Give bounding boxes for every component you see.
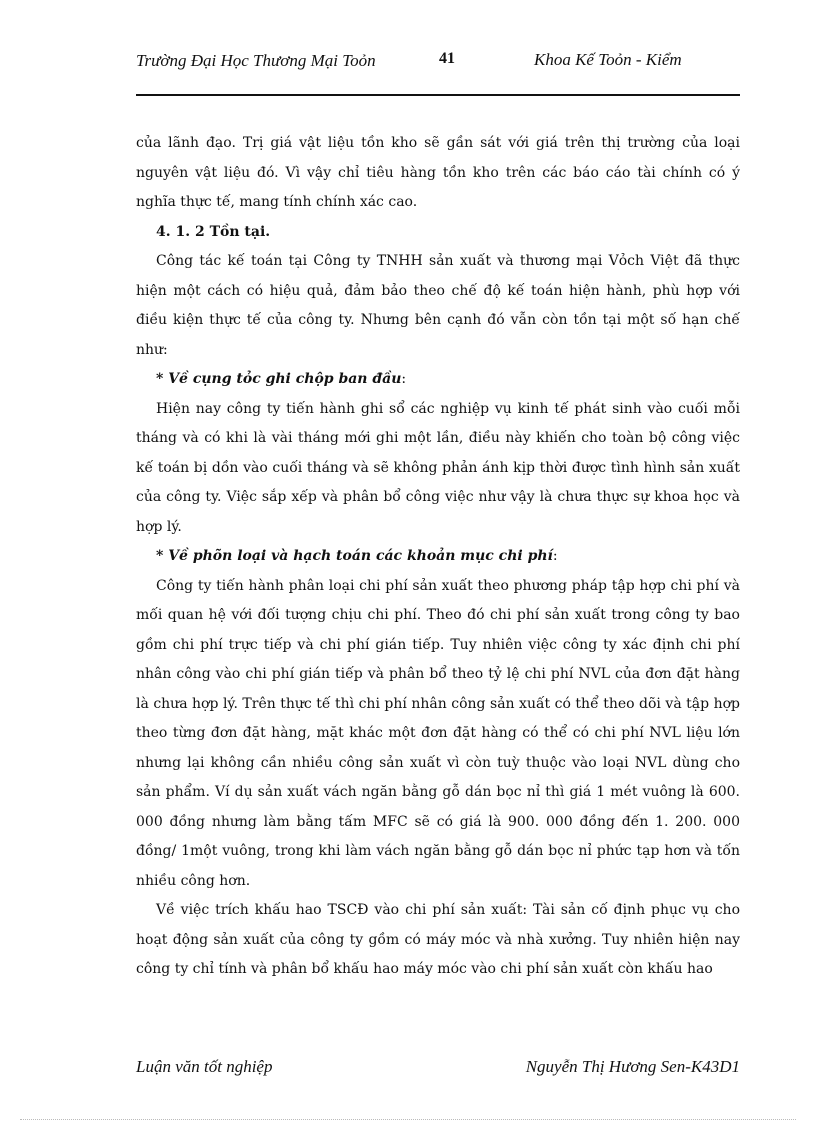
header-school: Trường Đại Học Thương Mại Toỏn bbox=[136, 51, 376, 70]
section-heading: 4. 1. 2 Tồn tại. bbox=[156, 223, 271, 240]
paragraph-1: của lãnh đạo. Trị giá vật liệu tồn kho sẽ gần sát với giá trên thị trường của loại nguyên vật liệu đó. Vì vậy chỉ tiêu hàng tồn kho trên các báo cáo tài chính có ý nghĩa thực tế, mang tính chính xác cao. bbox=[136, 135, 740, 210]
subheading-1-colon: : bbox=[401, 371, 407, 387]
subheading-2-colon: : bbox=[552, 548, 558, 564]
subheading-1 bbox=[136, 365, 740, 395]
paragraph-3: Hiện nay công ty tiến hành ghi sổ các nghiệp vụ kinh tế phát sinh vào cuối mỗi tháng và có khi là vài tháng mới ghi một lần, điều này khiến cho toàn bộ công việc kế toán bị dồn vào cuối tháng và sẽ không phản ánh kịp thời được tình hình sản xuất của công ty. Việc sắp xếp và phân bổ công việc như vậy là chưa thực sự khoa học và hợp lý. bbox=[136, 400, 740, 535]
paragraph-4: Công ty tiến hành phân loại chi phí sản xuất theo phương pháp tập hợp chi phí và mối quan hệ với đối tượng chịu chi phí. Theo đó chi phí sản xuất trong công ty bao gồm chi phí trực tiếp và chi phí gián tiếp. Tuy nhiên việc công ty xác định chi phí nhân công vào chi phí gián tiếp và phân bổ theo tỷ lệ chi phí NVL của đơn đặt hàng là chưa hợp lý. Trên thực tế thì chi phí nhân công sản xuất có thể theo dõi và tập hợp theo từng đơn đặt hàng, mặt khác một đơn đặt hàng có thể có chi phí NVL liệu lớn nhưng lại không cần nhiều công sản xuất vì còn tuỳ thuộc vào loại NVL dùng cho sản phẩm. Ví dụ sản xuất vách ngăn bằng gỗ dán bọc nỉ thì giá 1 mét vuông là 600. 000 đồng nhưng làm bằng tấm MFC sẽ có giá là 900. 000 đồng đến 1. 200. 000 đồng/ 1một vuông, trong khi làm vách ngăn bằng gỗ dán bọc nỉ phức tạp hơn và tốn nhiều công hơn. bbox=[136, 577, 740, 889]
document-body bbox=[136, 129, 740, 985]
page-header bbox=[136, 48, 740, 96]
paragraph-5: Về việc trích khấu hao TSCĐ vào chi phí sản xuất: Tài sản cố định phục vụ cho hoạt động sản xuất của công ty gồm có máy móc và nhà xưởng. Tuy nhiên hiện nay công ty chỉ tính và phân bổ khấu hao máy móc vào chi phí sản xuất còn khấu hao bbox=[136, 902, 740, 977]
page-bottom-divider bbox=[20, 1119, 796, 1120]
page-number: 41 bbox=[439, 50, 455, 67]
footer-thesis-label: Luận văn tốt nghiệp bbox=[136, 1057, 273, 1076]
subheading-2-text: * Về phõn loại và hạch toán các khoản mục chi phí bbox=[156, 548, 553, 564]
subheading-2 bbox=[136, 542, 740, 572]
subheading-1-text: * Về cụng tỏc ghi chộp ban đầu bbox=[156, 371, 402, 387]
footer-author: Nguyễn Thị Hương Sen-K43D1 bbox=[525, 1057, 740, 1076]
paragraph-2: Công tác kế toán tại Công ty TNHH sản xuất và thương mại Vỏch Việt đã thực hiện một cách có hiệu quả, đảm bảo theo chế độ kế toán hiện hành, phù hợp với điều kiện thực tế của công ty. Nhưng bên cạnh đó vẫn còn tồn tại một số hạn chế như: bbox=[136, 253, 740, 358]
header-faculty: Khoa Kế Toỏn - Kiểm bbox=[534, 50, 682, 69]
